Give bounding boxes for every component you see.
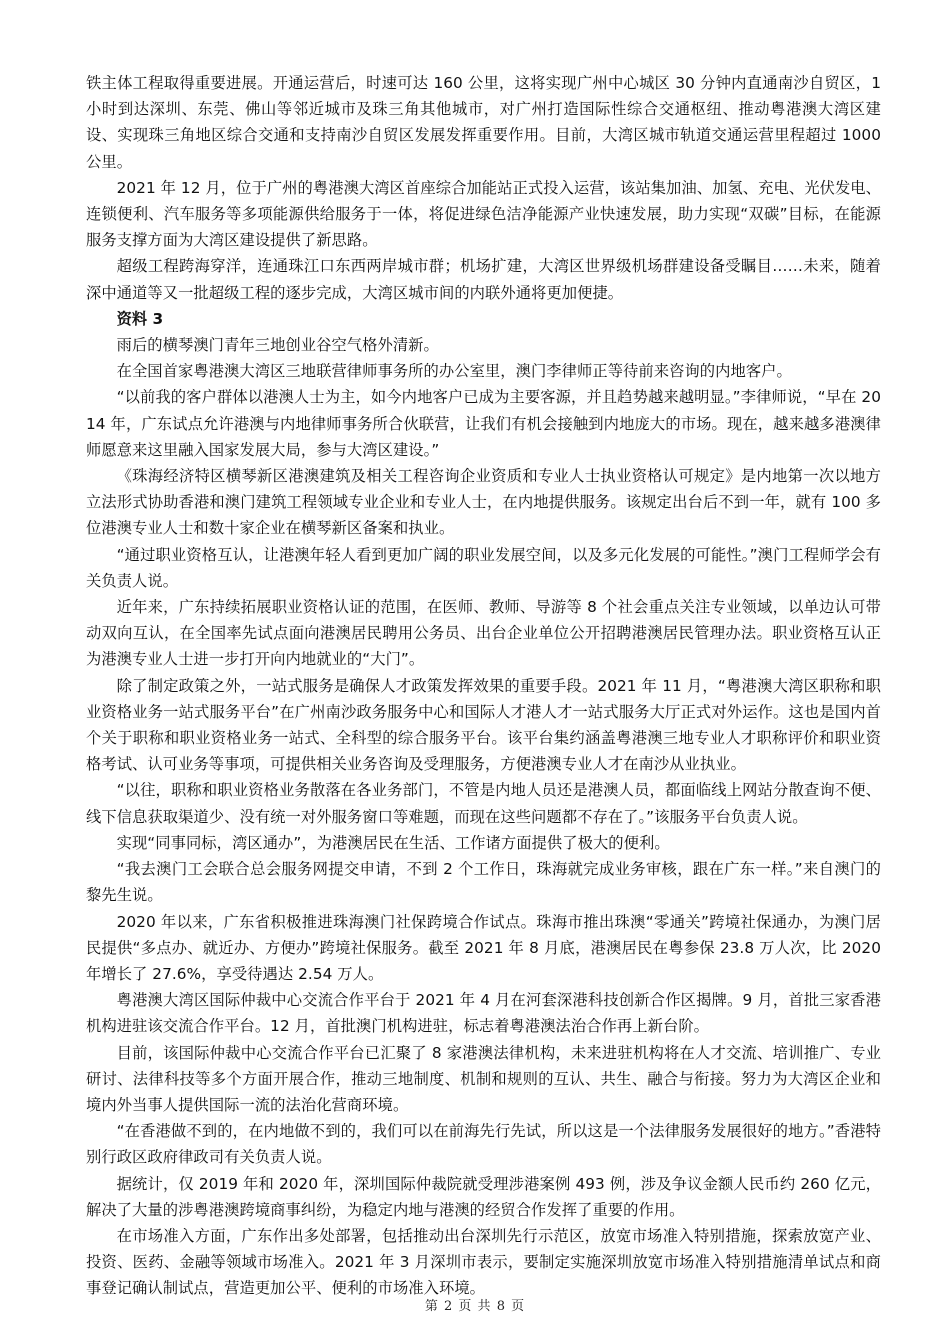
section-heading: 资料 3	[116, 309, 164, 328]
paragraph: 除了制定政策之外，一站式服务是确保人才政策发挥效果的重要手段。2021 年 11 月，“粤港澳大湾区职称和职业资格业务一站式服务平台”在广州南沙政务服务中心和国际人才港人才一站式服务大厅正式对外运作。这也是国内首个关于职称和职业资格业务一站式、全科型的综合服务平台。该平台集约涵盖粤港澳三地专业人才职称评价和职业资格考试、认可业务等事项，可提供相关业务咨询及受理服务，方便港澳专业人才在南沙从业执业。	[86, 676, 881, 774]
paragraph: 2021 年 12 月，位于广州的粤港澳大湾区首座综合加能站正式投入运营，该站集加油、加氢、充电、光伏发电、连锁便利、汽车服务等多项能源供给服务于一体，将促进绿色洁净能源产业快速发展，助力实现“双碳”目标，在能源服务支撑方面为大湾区建设提供了新思路。	[86, 178, 881, 250]
paragraph: 2020 年以来，广东省积极推进珠海澳门社保跨境合作试点。珠海市推出珠澳“零通关”跨境社保通办，为澳门居民提供“多点办、就近办、方便办”跨境社保服务。截至 2021 年 8 月底，港澳居民在粤参保 23.8 万人次，比 2020 年增长了 27.6%，享受待遇达 2.54 万人。	[86, 912, 881, 983]
paragraph: 雨后的横琴澳门青年三地创业谷空气格外清新。	[116, 336, 439, 355]
paragraph: 目前，该国际仲裁中心交流合作平台已汇聚了 8 家港澳法律机构，未来进驻机构将在人才交流、培训推广、专业研讨、法律科技等多个方面开展合作，推动三地制度、机制和规则的互认、共生、融合与衔接。努力为大湾区企业和境内外当事人提供国际一流的法治化营商环境。	[86, 1043, 881, 1114]
paragraph: “以前我的客户群体以港澳人士为主，如今内地客户已成为主要客源，并且趋势越来越明显。”李律师说，“早在 2014 年，广东试点允许港澳与内地律师事务所合伙联营，让我们有机会接触到内地庞大的市场。现在，越来越多港澳律师愿意来这里融入国家发展大局，参与大湾区建设。”	[86, 388, 881, 459]
paragraph: 铁主体工程取得重要进展。开通运营后，时速可达 160 公里，这将实现广州中心城区 30 分钟内直通南沙自贸区，1 小时到达深圳、东莞、佛山等邻近城市及珠三角其他城市，对广州打造国际性综合交通枢纽、推动粤港澳大湾区建设、实现珠三角地区综合交通和支持南沙自贸区发展发挥重要作用。目前，大湾区城市轨道交通运营里程超过 1000 公里。	[86, 74, 881, 171]
paragraph: “以往，职称和职业资格业务散落在各业务部门，不管是内地人员还是港澳人员，都面临线上网站分散查询不便、线下信息获取渠道少、没有统一对外服务窗口等难题，而现在这些问题都不存在了。”该服务平台负责人说。	[86, 781, 881, 826]
paragraph: 在市场准入方面，广东作出多处部署，包括推动出台深圳先行示范区，放宽市场准入特别措施，探索放宽产业、投资、医药、金融等领域市场准入。2021 年 3 月深圳市表示，要制定实施深圳放宽市场准入特别措施清单试点和商事登记确认制试点，营造更加公平、便利的市场准入环境。	[86, 1226, 881, 1298]
paragraph: “在香港做不到的，在内地做不到的，我们可以在前海先行先试，所以这是一个法律服务发展很好的地方。”香港特别行政区政府律政司有关负责人说。	[86, 1122, 881, 1167]
paragraph: 在全国首家粤港澳大湾区三地联营律师事务所的办公室里，澳门李律师正等待前来咨询的内地客户。	[116, 362, 792, 381]
paragraph: “我去澳门工会联合总会服务网提交申请，不到 2 个工作日，珠海就完成业务审核，跟在广东一样。”来自澳门的黎先生说。	[86, 860, 881, 905]
paragraph: 粤港澳大湾区国际仲裁中心交流合作平台于 2021 年 4 月在河套深港科技创新合作区揭牌。9 月，首批三家香港机构进驻该交流合作平台。12 月，首批澳门机构进驻，标志着粤港澳法治合作再上新台阶。	[86, 991, 881, 1036]
paragraph: 实现“同事同标，湾区通办”，为港澳居民在生活、工作诸方面提供了极大的便利。	[116, 833, 670, 852]
paragraph: “通过职业资格互认，让港澳年轻人看到更加广阔的职业发展空间，以及多元化发展的可能性。”澳门工程师学会有关负责人说。	[86, 545, 881, 590]
page-number: 第 2 页 共 8 页	[424, 1299, 526, 1314]
document-body	[86, 70, 881, 1302]
paragraph: 据统计，仅 2019 年和 2020 年，深圳国际仲裁院就受理涉港案例 493 例，涉及争议金额人民币约 260 亿元，解决了大量的涉粤港澳跨境商事纠纷，为稳定内地与港澳的经贸合作发挥了重要的作用。	[86, 1174, 881, 1219]
paragraph: 超级工程跨海穿洋，连通珠江口东西两岸城市群；机场扩建，大湾区世界级机场群建设备受瞩目……未来，随着深中通道等又一批超级工程的逐步完成，大湾区城市间的内联外通将更加便捷。	[86, 257, 881, 302]
paragraph: 《珠海经济特区横琴新区港澳建筑及相关工程咨询企业资质和专业人士执业资格认可规定》是内地第一次以地方立法形式协助香港和澳门建筑工程领域专业企业和专业人士，在内地提供服务。该规定出台后不到一年，就有 100 多位港澳专业人士和数十家企业在横琴新区备案和执业。	[86, 467, 881, 538]
paragraph: 近年来，广东持续拓展职业资格认证的范围，在医师、教师、导游等 8 个社会重点关注专业领域，以单边认可带动双向互认，在全国率先试点面向港澳居民聘用公务员、出台企业单位公开招聘港澳居民管理办法。职业资格互认正为港澳专业人士进一步打开向内地就业的“大门”。	[86, 598, 881, 669]
